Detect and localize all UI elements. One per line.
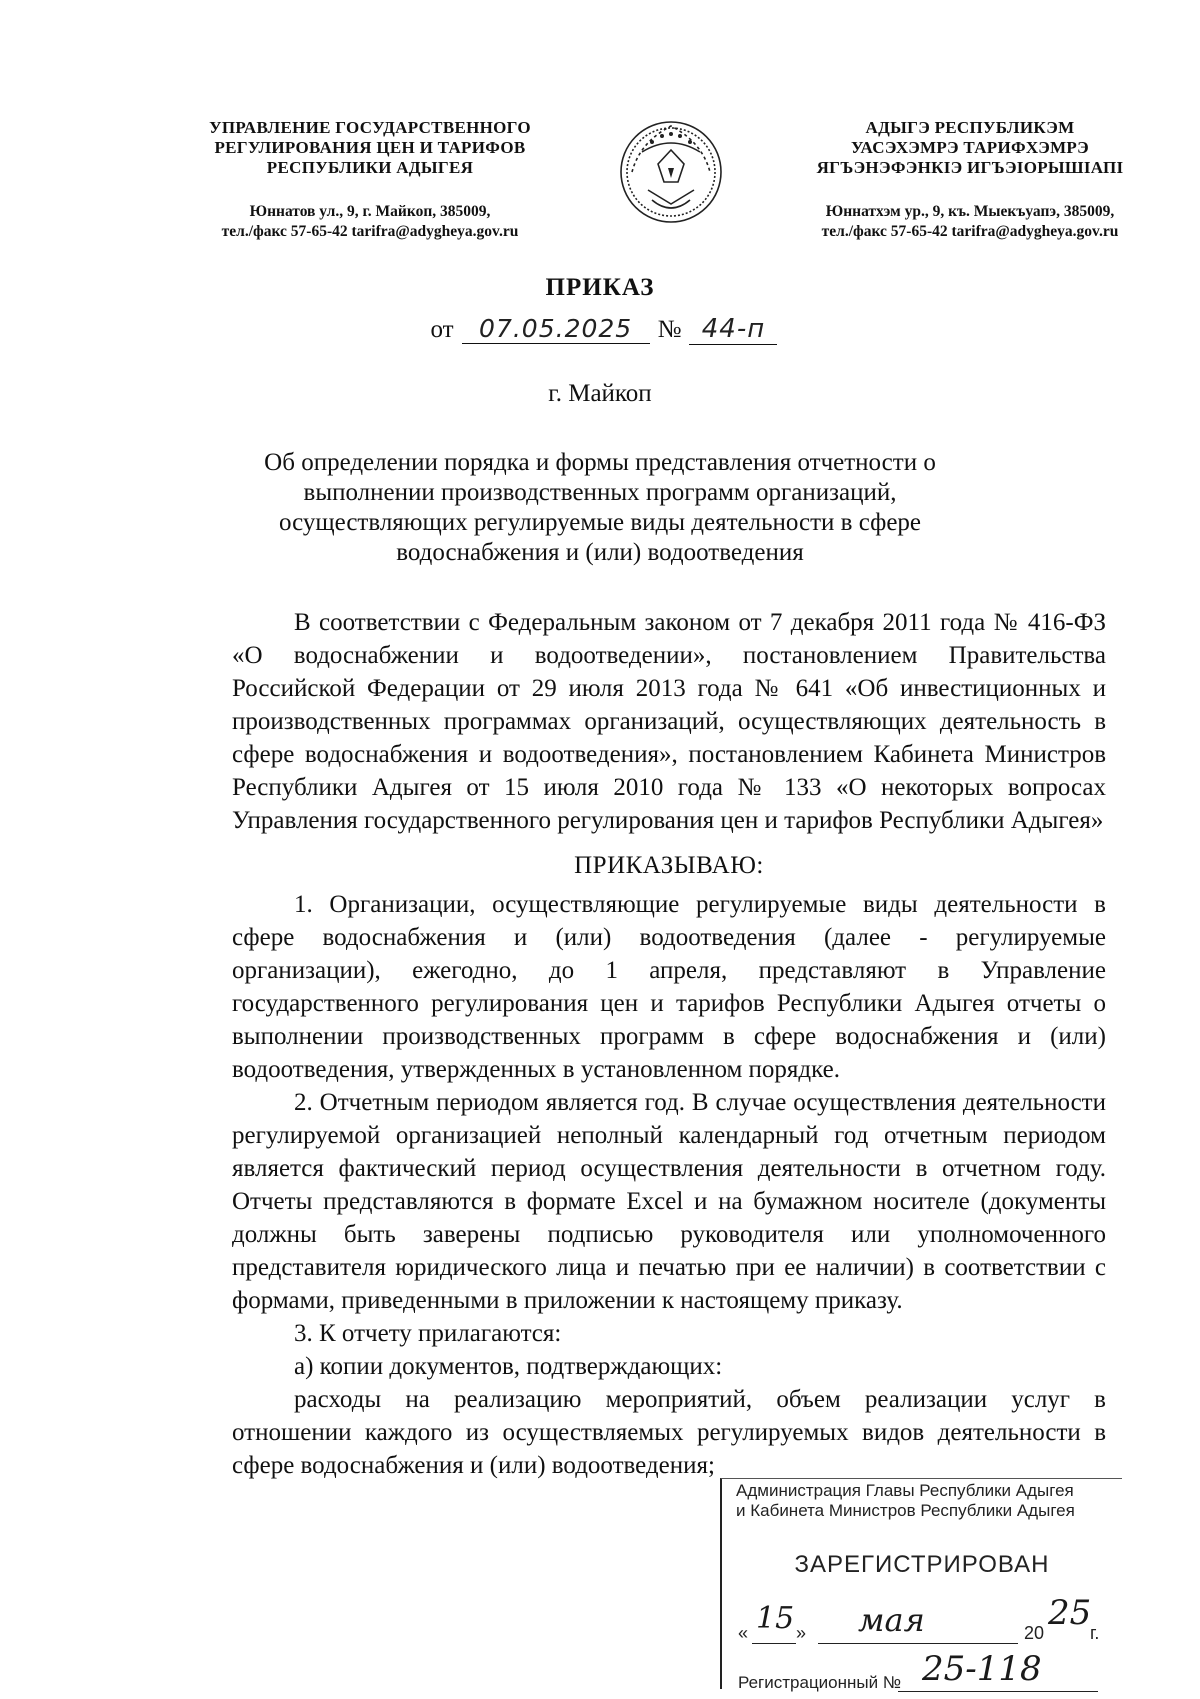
stamp-month: мая xyxy=(858,1601,925,1639)
org-address: Юннатов ул., 9, г. Майкоп, 385009, xyxy=(249,203,491,220)
org-contact: тел./факс 57-65-42 tarifra@adygheya.gov.ru xyxy=(821,223,1119,240)
preamble-paragraph: В соответствии с Федеральным законом от 7 декабря 2011 года № 416-ФЗ «О водоснабжении и водоотведении», постановлением Правительства Российской Федерации от 29 июля 2013 года № 641 «Об инвестиционных и производственных программах организаций, осуществляющих деятельность в сфере водоснабжения и водоотведения», постановлением Кабинета Министров Республики Адыгея от 15 июля 2010 года № 133 «О некоторых вопросах Управления государственного регулирования цен и тарифов Республики Адыгея» xyxy=(232,609,1106,834)
org-name-line: УАСЭХЭМРЭ ТАРИФХЭМРЭ xyxy=(851,138,1089,157)
org-address: Юннатхэм ур., 9, къ. Мыекъуапэ, 385009, xyxy=(825,203,1115,220)
registration-number: 25-118 xyxy=(922,1649,1042,1689)
registration-number-label: Регистрационный № xyxy=(738,1673,902,1692)
handwritten-number: 44-п xyxy=(689,314,777,345)
registration-stamp xyxy=(720,1478,1122,1692)
header-left xyxy=(180,118,560,242)
org-contact: тел./факс 57-65-42 tarifra@adygheya.gov.ru xyxy=(221,223,519,240)
number-label: № xyxy=(657,316,682,343)
stamp-year-suffix: 25 xyxy=(1048,1593,1092,1633)
document-body xyxy=(232,606,1106,1482)
stamp-authority-line: Администрация Главы Республики Адыгея xyxy=(736,1481,1074,1500)
org-name-line: РЕГУЛИРОВАНИЯ ЦЕН И ТАРИФОВ xyxy=(214,138,526,157)
stamp-year-prefix: 20 xyxy=(1024,1623,1045,1643)
quote-open: « xyxy=(738,1623,749,1643)
stamp-authority-line: и Кабинета Министров Республики Адыгея xyxy=(736,1501,1075,1520)
org-name-line: РЕСПУБЛИКИ АДЫГЕЯ xyxy=(266,158,474,177)
date-label: от xyxy=(430,316,454,343)
order-subject: Об определении порядка и формы представления отчетности о выполнении производственных программ организаций, осуществляющих регулируемые виды деятельности в сфере водоснабжения и (или) водоотведения xyxy=(264,449,936,566)
coat-of-arms-emblem xyxy=(612,112,730,234)
stamp-year-letter: г. xyxy=(1090,1623,1100,1643)
order-word: ПРИКАЗЫВАЮ: xyxy=(574,852,764,879)
item-paragraph: 2. Отчетным периодом является год. В случае осуществления деятельности регулируемой организацией неполный календарный год отчетным периодом является фактический период осуществления деятельности в отчетном году. Отчеты представляются в формате Excel и на бумажном носителе (документы должны быть заверены подписью руководителя или уполномоченного представителя юридического лица и печатью при ее наличии) в соответствии с формами, приведенными в приложении к настоящему приказу. xyxy=(232,1089,1106,1314)
city: г. Майкоп xyxy=(548,380,652,407)
handwritten-date: 07.05.2025 xyxy=(462,314,650,344)
quote-close: » xyxy=(796,1623,807,1643)
item-paragraph: расходы на реализацию мероприятий, объем реализации услуг в отношении каждого из осуществляемых регулируемых видов деятельности в сфере водоснабжения и (или) водоотведения; xyxy=(232,1386,1106,1479)
document-title: ПРИКАЗ xyxy=(545,274,655,301)
stamp-date xyxy=(738,1593,1110,1647)
order-date-number xyxy=(0,314,1200,345)
item-paragraph: а) копии документов, подтверждающих: xyxy=(294,1353,723,1380)
header-right xyxy=(780,118,1160,242)
stamp-day: 15 xyxy=(756,1601,795,1636)
item-paragraph: 3. К отчету прилагаются: xyxy=(294,1320,562,1347)
org-name-line: АДЫГЭ РЕСПУБЛИКЭМ xyxy=(865,118,1075,137)
org-name-line: ЯГЪЭНЭФЭНКIЭ ИГЪЭIОРЫШIАПI xyxy=(816,158,1124,177)
stamp-status: ЗАРЕГИСТРИРОВАН xyxy=(794,1551,1050,1578)
org-name-line: УПРАВЛЕНИЕ ГОСУДАРСТВЕННОГО xyxy=(209,118,531,137)
item-paragraph: 1. Организации, осуществляющие регулируемые виды деятельности в сфере водоснабжения и (или) водоотведения (далее - регулируемые организации), ежегодно, до 1 апреля, представляют в Управление государственного регулирования цен и тарифов Республики Адыгея отчеты о выполнении производственных программ в сфере водоснабжения и (или) водоотведения, утвержденных в установленном порядке. xyxy=(232,891,1106,1083)
